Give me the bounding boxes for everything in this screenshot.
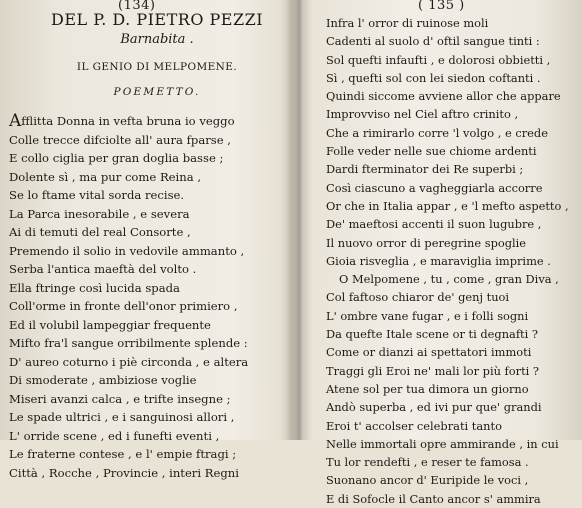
verse-line: Atene sol per tua dimora un giorno: [326, 381, 529, 396]
verse-line: Miseri avanzi calca , e trifte insegne ;: [9, 391, 231, 406]
verse-line: Andò superba , ed ivi pur que' grandi: [326, 400, 542, 415]
verse-line: D' aureo coturno i piè circonda , e altera: [9, 354, 249, 369]
right-verse-block: [326, 14, 569, 508]
verse-line: Da quefte Itale scene or ti degnafti ?: [326, 327, 538, 342]
drop-initial: A: [9, 111, 22, 131]
verse-line: Come or dianzi ai spettatori immoti: [326, 345, 532, 360]
verse-line: O Melpomene , tu , come , gran Diva ,: [339, 272, 559, 287]
verse-line: Improvviso nel Ciel aftro crinito ,: [326, 107, 519, 122]
verse-line: Ella ftringe così lucida spada: [9, 280, 180, 295]
verse-line: Premendo il solio in vedovile ammanto ,: [9, 243, 245, 258]
verse-line: E di Sofocle il Canto ancor s' ammira: [326, 491, 541, 506]
verse-line: [9, 112, 248, 131]
left-page: [0, 0, 296, 480]
verse-line: Dolente sì , ma pur come Reina ,: [9, 169, 201, 184]
verse-line: Le spade ultrici , e i sanguinosi allori ,: [9, 410, 235, 424]
verse-line: Dardi fterminator dei Re superbi ;: [326, 162, 524, 177]
verse-line: Nelle immortali opre ammirande , in cui: [326, 436, 559, 451]
section-title: IL GENIO DI MELPOMENE.: [76, 61, 238, 73]
verse-line: Il nuovo orror di peregrine spoglie: [326, 235, 527, 250]
verse-line: Città , Rocche , Provincie , interi Regni: [9, 465, 239, 480]
verse-line: Mifto fra'l sangue orribilmente splende :: [9, 336, 248, 350]
verse-line: Che a rimirarlo corre 'l volgo , e crede: [326, 125, 548, 140]
verse-line: Gioia risveglia , e maraviglia imprime .: [326, 253, 551, 268]
verse-line: Tu lor rendefti , e reser te famosa .: [326, 455, 529, 470]
verse-line: Folle veder nelle sue chiome ardenti: [326, 144, 537, 159]
author-subtitle: Barnabita .: [120, 32, 194, 47]
verse-line: Ed il volubil lampeggiar frequente: [9, 317, 211, 332]
verse-line: La Parca inesorabile , e severa: [9, 206, 190, 221]
verse-line: Quindi siccome avviene allor che appare: [326, 89, 561, 104]
running-head: DEL P. D. PIETRO PEZZI: [50, 10, 264, 29]
verse-line: Se lo ftame vital sorda recise.: [9, 188, 185, 202]
verse-line: Cadenti al suolo d' oftil sangue tinti :: [326, 34, 540, 49]
verse-line: Col faftoso chiaror de' genj tuoi: [326, 290, 510, 305]
right-page-number: ( 135 ): [418, 0, 465, 13]
right-page: [304, 0, 582, 506]
verse-line: Sì , quefti sol con lei siedon coftanti .: [326, 70, 541, 85]
verse-line: Le fraterne contese , e l' empie ftragi ;: [9, 447, 237, 461]
verse-line: De' maeftosi accenti il suon lugubre ,: [326, 217, 542, 232]
verse-line: Ai di temuti del real Consorte ,: [9, 225, 191, 239]
verse-line: Traggi gli Eroi ne' mali lor più forti ?: [326, 363, 540, 378]
verse-line: Di smoderate , ambiziose voglie: [9, 373, 197, 387]
verse-line: Eroi t' accolser celebrati tanto: [326, 418, 502, 433]
verse-line-text: fflitta Donna in vefta bruna io veggo: [21, 114, 235, 128]
left-verse-block: [9, 112, 248, 482]
verse-line: L' orride scene , ed i funefti eventi ,: [9, 428, 220, 443]
verse-line: Infra l' orror di ruinose moli: [326, 16, 489, 30]
verse-line: Suonano ancor d' Euripide le voci ,: [326, 473, 529, 488]
left-page-number: (134): [118, 0, 156, 13]
poem-label: POEMETTO.: [113, 86, 201, 98]
verse-line: E collo ciglia per gran doglia basse ;: [9, 151, 224, 165]
verse-line: Sol quefti infaufti , e dolorosi obbietti ,: [326, 52, 551, 67]
verse-line: L' ombre vane fugar , e i folli sogni: [326, 308, 529, 323]
verse-line: Coll'orme in fronte dell'onor primiero ,: [9, 299, 238, 313]
verse-line: Così ciascuno a vagheggiarla accorre: [326, 180, 543, 195]
verse-line: Colle trecce difciolte all' aura fparse ,: [9, 132, 231, 147]
verse-line: Or che in Italia appar , e 'l mefto aspetto ,: [326, 198, 569, 213]
verse-line: Serba l'antica maeftà del volto .: [9, 262, 197, 276]
